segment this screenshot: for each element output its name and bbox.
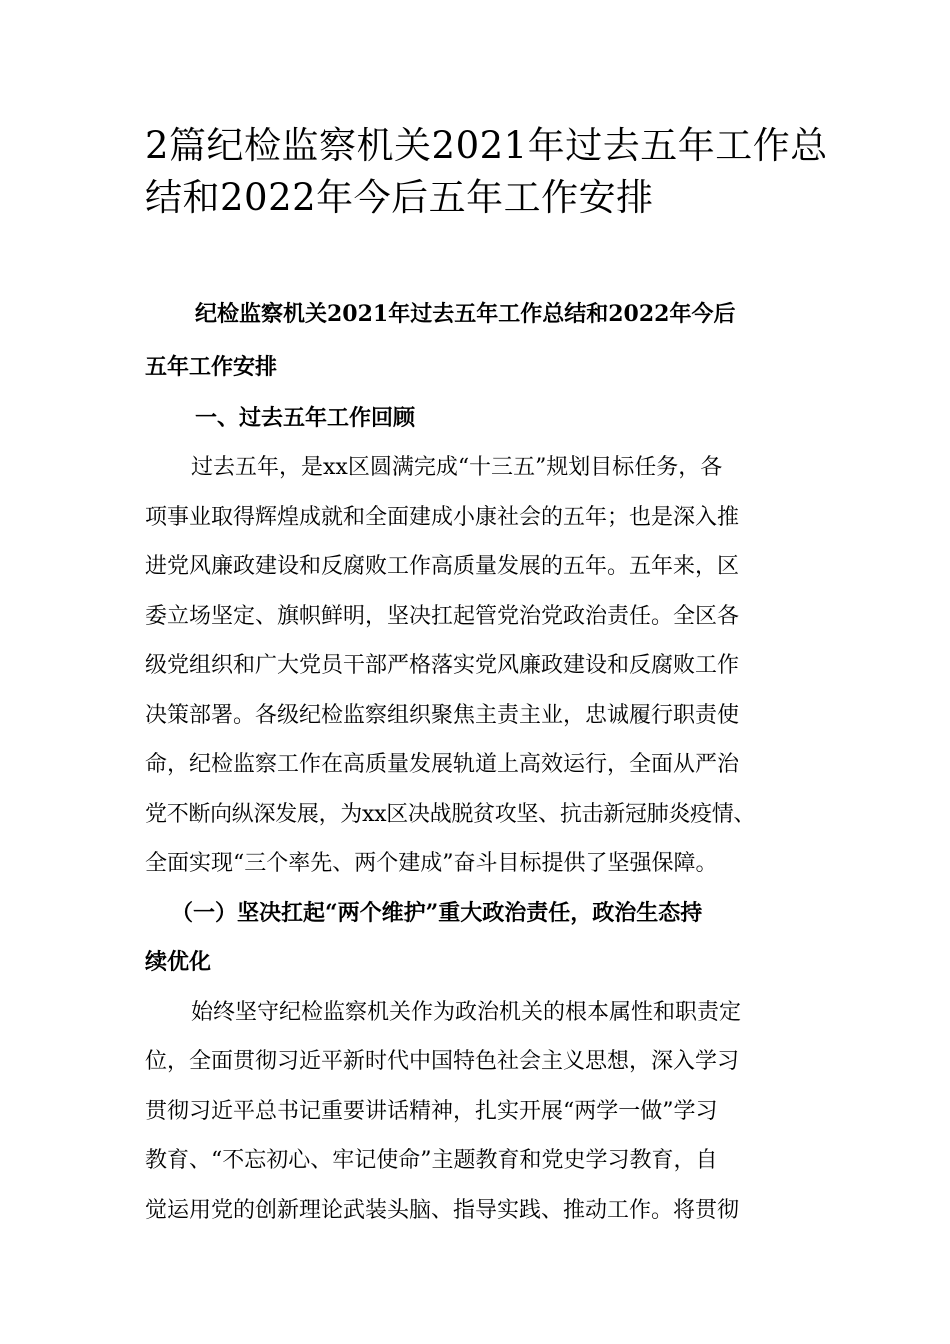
subsection-heading-1-line-1: （一）坚决扛起“两个维护”重大政治责任，政治生态持 bbox=[171, 899, 703, 926]
subtitle-line-1: 纪检监察机关2021年过去五年工作总结和2022年今后 bbox=[195, 301, 736, 327]
paragraph-1-line-4: 委立场坚定、旗帜鲜明，坚决扛起管党治党政治责任。全区各 bbox=[145, 603, 740, 629]
document-title bbox=[145, 120, 828, 224]
paragraph-1 bbox=[145, 443, 810, 889]
paragraph-1-line-3: 进党风廉政建设和反腐败工作高质量发展的五年。五年来，区 bbox=[145, 554, 740, 579]
paragraph-1-line-5: 级党组织和广大党员干部严格落实党风廉政建设和反腐败工作 bbox=[145, 653, 740, 678]
paragraph-1-line-6: 决策部署。各级纪检监察组织聚焦主责主业，忠诚履行职责使 bbox=[145, 702, 740, 728]
document-page bbox=[145, 120, 828, 1235]
paragraph-1-line-7: 命，纪检监察工作在高质量发展轨道上高效运行，全面从严治 bbox=[145, 752, 740, 777]
paragraph-1-line-9: 全面实现“三个率先、两个建成”奋斗目标提供了坚强保障。 bbox=[145, 851, 718, 876]
paragraph-2-line-2: 位，全面贯彻习近平新时代中国特色社会主义思想，深入学习 bbox=[145, 1049, 740, 1074]
paragraph-2-line-3: 贯彻习近平总书记重要讲话精神，扎实开展“两学一做”学习 bbox=[145, 1098, 718, 1124]
paragraph-2 bbox=[145, 988, 810, 1236]
subsection-heading-1 bbox=[145, 889, 810, 988]
paragraph-1-line-1: 过去五年，是xx区圆满完成“十三五”规划目标任务，各 bbox=[191, 455, 723, 480]
paragraph-2-line-4: 教育、“不忘初心、牢记使命”主题教育和党史学习教育，自 bbox=[145, 1148, 718, 1173]
title-line-2: 结和2022年今后五年工作安排 bbox=[145, 176, 654, 219]
paragraph-1-line-8: 党不断向纵深发展，为xx区决战脱贫攻坚、抗击新冠肺炎疫情、 bbox=[145, 801, 756, 827]
paragraph-2-line-5: 觉运用党的创新理论武装头脑、指导实践、推动工作。将贯彻 bbox=[145, 1197, 740, 1223]
paragraph-1-line-2: 项事业取得辉煌成就和全面建成小康社会的五年；也是深入推 bbox=[145, 504, 740, 530]
paragraph-2-line-1: 始终坚守纪检监察机关作为政治机关的根本属性和职责定 bbox=[191, 999, 742, 1025]
title-line-1: 2篇纪检监察机关2021年过去五年工作总 bbox=[145, 124, 828, 167]
subtitle-line-2: 五年工作安排 bbox=[145, 354, 278, 380]
document-subtitle bbox=[145, 288, 810, 394]
section-heading-1: 一、过去五年工作回顾 bbox=[195, 405, 416, 431]
subsection-heading-1-line-2: 续优化 bbox=[145, 949, 212, 975]
